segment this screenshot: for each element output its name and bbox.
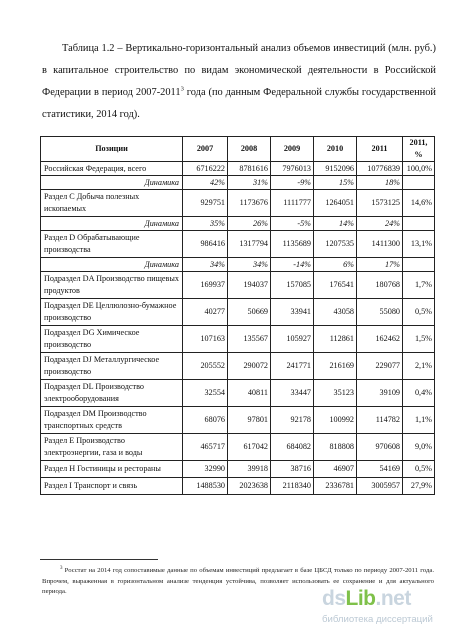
row-value: 8781616 [228, 162, 271, 176]
row-value: 38716 [271, 461, 314, 478]
header-2011-percent: 2011, % [403, 137, 435, 162]
row-value: 1317794 [228, 231, 271, 258]
dslib-watermark[interactable] [322, 587, 442, 631]
row-value: 162462 [357, 326, 403, 353]
row-value: 40811 [228, 380, 271, 407]
row-value: 9,0% [403, 434, 435, 461]
row-label: Раздел С Добыча полезных ископаемых [41, 190, 183, 217]
row-value: 34% [183, 258, 228, 272]
row-value: 1173676 [228, 190, 271, 217]
table-row [41, 272, 435, 299]
row-label: Динамика [41, 176, 183, 190]
row-value: 1264051 [314, 190, 357, 217]
row-value: 114782 [357, 407, 403, 434]
row-value: 0,5% [403, 299, 435, 326]
table-row [41, 190, 435, 217]
row-value: -9% [271, 176, 314, 190]
footnote-separator [40, 559, 158, 560]
row-value: 180768 [357, 272, 403, 299]
dslib-logo: dsLib.net [322, 587, 411, 610]
row-value: 42% [183, 176, 228, 190]
row-value: 986416 [183, 231, 228, 258]
row-label: Раздел D Обрабатывающие производства [41, 231, 183, 258]
row-value [403, 258, 435, 272]
row-label: Подраздел DL Производство электрооборудования [41, 380, 183, 407]
table-row [41, 407, 435, 434]
row-value [403, 176, 435, 190]
footnote-text: Росстат на 2014 год сопоставимые данные по объемам инвестиций предлагает в базе ЦБСД только по периоду 2007-2011 года. Впрочем, выраженная в горизонтальном анализе тенденция устойчива, позволяет использовать ее сохранение и для актуального периода. [42, 567, 434, 595]
row-value: 1207535 [314, 231, 357, 258]
row-value: 24% [357, 217, 403, 231]
row-value: 205552 [183, 353, 228, 380]
row-value: 6716222 [183, 162, 228, 176]
row-label: Подраздел DG Химическое производство [41, 326, 183, 353]
footnote-number: 3 [60, 565, 63, 571]
row-value: 112861 [314, 326, 357, 353]
table-row [41, 326, 435, 353]
row-value: 7976013 [271, 162, 314, 176]
row-value: 14,6% [403, 190, 435, 217]
dslib-subtitle: библиотека диссертаций [322, 614, 433, 625]
row-value: 100,0% [403, 162, 435, 176]
row-value: 465717 [183, 434, 228, 461]
row-value: 818808 [314, 434, 357, 461]
table-row [41, 478, 435, 495]
row-value: -5% [271, 217, 314, 231]
row-value: 0,4% [403, 380, 435, 407]
table-row [41, 353, 435, 380]
row-label: Динамика [41, 217, 183, 231]
row-value: 135567 [228, 326, 271, 353]
row-value: 35123 [314, 380, 357, 407]
investment-table [40, 136, 435, 495]
row-value: 17% [357, 258, 403, 272]
row-value: 290072 [228, 353, 271, 380]
row-value: 39109 [357, 380, 403, 407]
caption-footnote-ref[interactable]: 3 [180, 85, 184, 93]
row-value: 6% [314, 258, 357, 272]
row-value: 229077 [357, 353, 403, 380]
table-row [41, 299, 435, 326]
table-row [41, 461, 435, 478]
row-value: 1,1% [403, 407, 435, 434]
row-label: Раздел Н Гостиницы и рестораны [41, 461, 183, 478]
table-row [41, 231, 435, 258]
row-value: 31% [228, 176, 271, 190]
row-value: 32554 [183, 380, 228, 407]
row-value: 50669 [228, 299, 271, 326]
row-value: 97801 [228, 407, 271, 434]
row-value: 10776839 [357, 162, 403, 176]
row-value: 107163 [183, 326, 228, 353]
row-value [403, 217, 435, 231]
row-value: 194037 [228, 272, 271, 299]
row-label: Подраздел DE Целлюлозно-бумажное производство [41, 299, 183, 326]
table-caption [42, 38, 436, 126]
row-value: 105927 [271, 326, 314, 353]
row-value: 18% [357, 176, 403, 190]
row-value: 34% [228, 258, 271, 272]
row-value: 54169 [357, 461, 403, 478]
row-value: 929751 [183, 190, 228, 217]
row-value: 33941 [271, 299, 314, 326]
row-label: Подраздел DA Производство пищевых продуктов [41, 272, 183, 299]
row-value: 2,1% [403, 353, 435, 380]
header-2010: 2010 [314, 137, 357, 162]
dynamics-row [41, 258, 435, 272]
dynamics-row [41, 217, 435, 231]
row-value: 14% [314, 217, 357, 231]
row-value: 176541 [314, 272, 357, 299]
row-value: 92178 [271, 407, 314, 434]
dynamics-row [41, 176, 435, 190]
header-2009: 2009 [271, 137, 314, 162]
row-value: 40277 [183, 299, 228, 326]
row-value: 39918 [228, 461, 271, 478]
row-value: 13,1% [403, 231, 435, 258]
row-value: 1111777 [271, 190, 314, 217]
row-value: 157085 [271, 272, 314, 299]
row-value: -14% [271, 258, 314, 272]
table-row [41, 434, 435, 461]
row-label: Раздел Е Производство электроэнергии, газа и воды [41, 434, 183, 461]
row-value: 0,5% [403, 461, 435, 478]
row-value: 3005957 [357, 478, 403, 495]
row-value: 2023638 [228, 478, 271, 495]
row-value: 216169 [314, 353, 357, 380]
header-positions: Позиции [41, 137, 183, 162]
row-label: Подраздел DM Производство транспортных средств [41, 407, 183, 434]
row-value: 43058 [314, 299, 357, 326]
table-body [41, 162, 435, 495]
caption-text-after: года (по данным Федеральной службы государственной статистики, 2014 год). [42, 87, 436, 120]
row-value: 55080 [357, 299, 403, 326]
row-value: 617042 [228, 434, 271, 461]
row-value: 1135689 [271, 231, 314, 258]
row-value: 100992 [314, 407, 357, 434]
row-value: 26% [228, 217, 271, 231]
row-value: 970608 [357, 434, 403, 461]
row-value: 169937 [183, 272, 228, 299]
row-value: 2336781 [314, 478, 357, 495]
header-2007: 2007 [183, 137, 228, 162]
row-label: Раздел I Транспорт и связь [41, 478, 183, 495]
table-header-row [41, 137, 435, 162]
row-value: 33447 [271, 380, 314, 407]
caption-text: Таблица 1.2 – Вертикально-горизонтальный анализ объемов инвестиций (млн. руб.) в капитальное строительство по видам экономической деятельности в Российской Федерации в период 2007-2011 [42, 43, 436, 98]
row-label: Динамика [41, 258, 183, 272]
header-2011: 2011 [357, 137, 403, 162]
row-value: 684082 [271, 434, 314, 461]
row-label: Подраздел DJ Металлургическое производство [41, 353, 183, 380]
row-value: 1411300 [357, 231, 403, 258]
row-value: 1488530 [183, 478, 228, 495]
row-value: 1573125 [357, 190, 403, 217]
row-value: 2118340 [271, 478, 314, 495]
row-value: 27,9% [403, 478, 435, 495]
header-2008: 2008 [228, 137, 271, 162]
row-value: 1,5% [403, 326, 435, 353]
row-value: 35% [183, 217, 228, 231]
row-value: 241771 [271, 353, 314, 380]
row-value: 1,7% [403, 272, 435, 299]
row-value: 68076 [183, 407, 228, 434]
row-value: 32990 [183, 461, 228, 478]
row-label: Российская Федерация, всего [41, 162, 183, 176]
row-value: 9152096 [314, 162, 357, 176]
table-row [41, 162, 435, 176]
table-row [41, 380, 435, 407]
row-value: 15% [314, 176, 357, 190]
row-value: 46907 [314, 461, 357, 478]
